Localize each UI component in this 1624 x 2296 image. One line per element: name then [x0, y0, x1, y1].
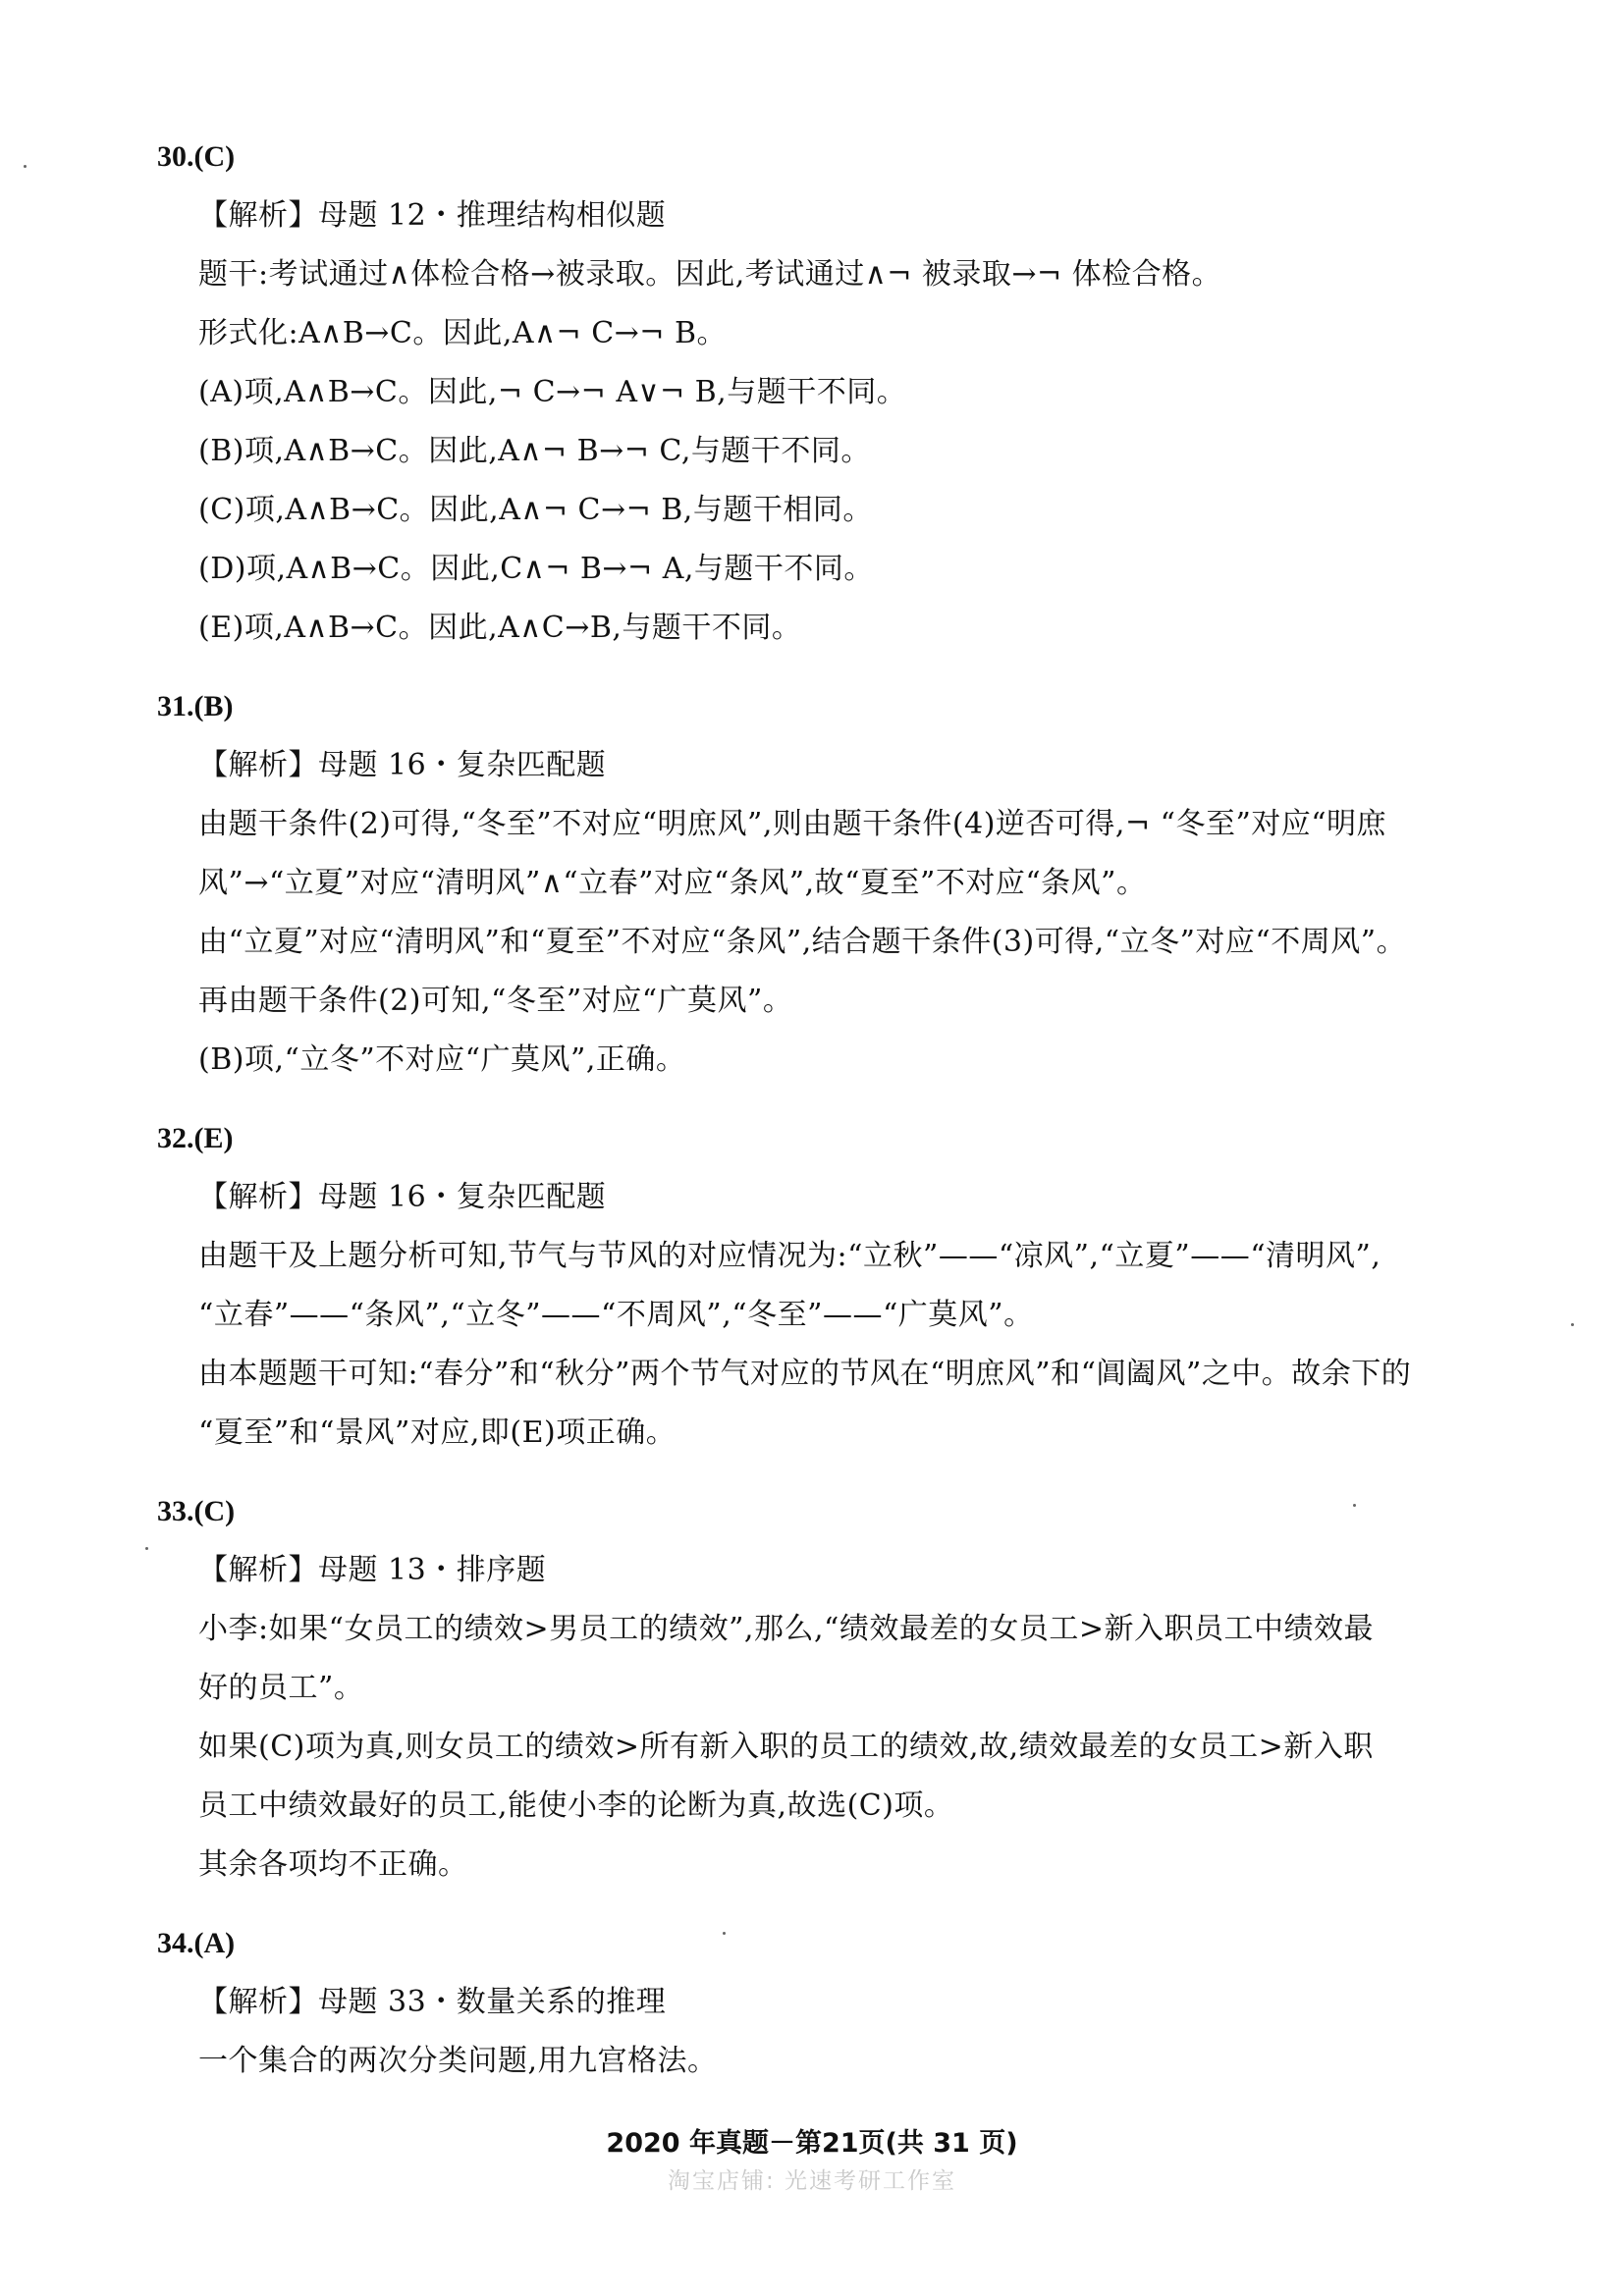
q33-line: 如果(C)项为真,则女员工的绩效>所有新入职的员工的绩效,故,绩效最差的女员工>新入职: [198, 1730, 1374, 1764]
scan-speck: [145, 1547, 148, 1550]
question-34-answer: 34.(A): [157, 1927, 236, 1959]
watermark-text: 淘宝店铺: 光速考研工作室: [667, 2168, 957, 2194]
q32-line: “立春”——“条风”,“立冬”——“不周风”,“冬至”——“广莫风”。: [198, 1298, 1034, 1332]
scan-speck: [24, 165, 27, 168]
q30-line: (B)项,A∧B→C。因此,A∧¬ B→¬ C,与题干不同。: [198, 434, 871, 468]
q31-line: 风”→“立夏”对应“清明风”∧“立春”对应“条风”,故“夏至”不对应“条风”。: [198, 866, 1147, 900]
q31-line: (B)项,“立冬”不对应“广莫风”,正确。: [198, 1042, 686, 1077]
question-31-answer: 31.(B): [157, 690, 234, 722]
question-33-answer: 33.(C): [157, 1495, 236, 1527]
q32-line: 由题干及上题分析可知,节气与节风的对应情况为:“立秋”——“凉风”,“立夏”——“清明风”,: [198, 1239, 1381, 1273]
scan-speck: [1353, 1504, 1356, 1507]
q30-line: 题干:考试通过∧体检合格→被录取。因此,考试通过∧¬ 被录取→¬ 体检合格。: [198, 257, 1222, 292]
q30-analysis-tag: 【解析】母题 12・推理结构相似题: [198, 198, 667, 233]
q31-line: 再由题干条件(2)可知,“冬至”对应“广莫风”。: [198, 984, 793, 1018]
q33-analysis-tag: 【解析】母题 13・排序题: [198, 1553, 547, 1587]
q30-line: 形式化:A∧B→C。因此,A∧¬ C→¬ B。: [198, 316, 728, 350]
q34-line: 一个集合的两次分类问题,用九宫格法。: [198, 2044, 718, 2078]
page-footer: 2020 年真题－第21页(共 31 页): [606, 2128, 1018, 2159]
q32-analysis-tag: 【解析】母题 16・复杂匹配题: [198, 1180, 607, 1214]
q30-line: (E)项,A∧B→C。因此,A∧C→B,与题干不同。: [198, 611, 802, 645]
question-30-answer: 30.(C): [157, 140, 236, 173]
q30-line: (D)项,A∧B→C。因此,C∧¬ B→¬ A,与题干不同。: [198, 552, 874, 586]
q33-line: 其余各项均不正确。: [198, 1847, 468, 1882]
scan-speck: [1571, 1323, 1574, 1326]
q33-line: 好的员工”。: [198, 1671, 364, 1705]
q32-line: “夏至”和“景风”对应,即(E)项正确。: [198, 1415, 677, 1450]
q33-line: 小李:如果“女员工的绩效>男员工的绩效”,那么,“绩效最差的女员工>新入职员工中绩效最: [198, 1612, 1374, 1646]
q33-line: 员工中绩效最好的员工,能使小李的论断为真,故选(C)项。: [198, 1789, 954, 1823]
q30-line: (C)项,A∧B→C。因此,A∧¬ C→¬ B,与题干相同。: [198, 493, 873, 527]
scan-speck: [723, 1932, 726, 1935]
q31-analysis-tag: 【解析】母题 16・复杂匹配题: [198, 748, 607, 782]
q31-line: 由“立夏”对应“清明风”和“夏至”不对应“条风”,结合题干条件(3)可得,“立冬”对应“不周风”。: [198, 925, 1407, 959]
q30-line: (A)项,A∧B→C。因此,¬ C→¬ A∨¬ B,与题干不同。: [198, 375, 907, 409]
question-32-answer: 32.(E): [157, 1122, 234, 1154]
q32-line: 由本题题干可知:“春分”和“秋分”两个节气对应的节风在“明庶风”和“阊阖风”之中。故余下的: [198, 1357, 1412, 1391]
q31-line: 由题干条件(2)可得,“冬至”不对应“明庶风”,则由题干条件(4)逆否可得,¬ “冬至”对应“明庶: [198, 807, 1387, 841]
q34-analysis-tag: 【解析】母题 33・数量关系的推理: [198, 1985, 667, 2019]
